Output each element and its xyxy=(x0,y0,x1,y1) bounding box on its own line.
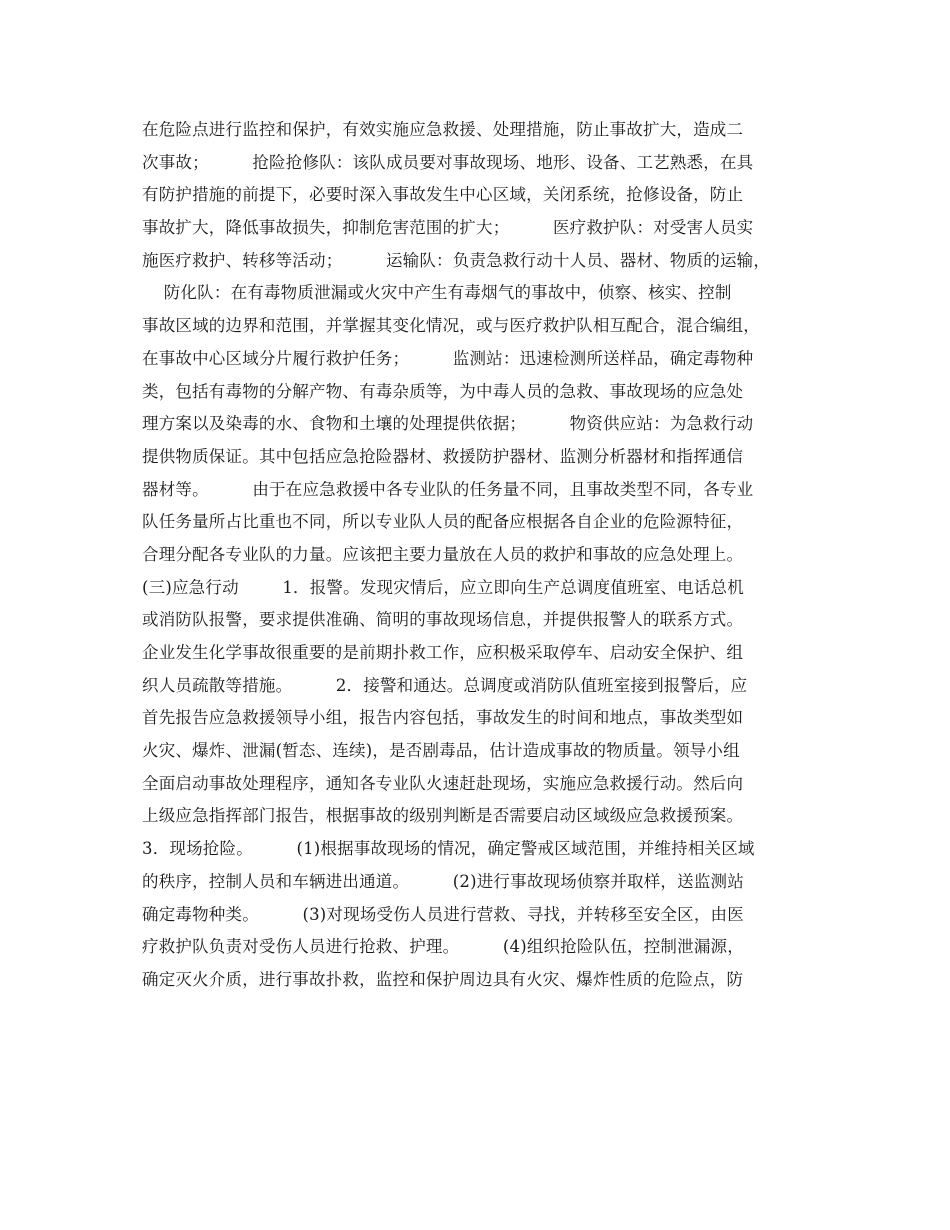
text-line: 次事故； 抢险抢修队：该队成员要对事故现场、地形、设备、工艺熟悉，在具 xyxy=(142,152,754,172)
text-line: 有防护措施的前提下，必要时深入事故发生中心区域，关闭系统，抢修设备，防止 xyxy=(142,185,744,205)
text-line: 全面启动事故处理程序，通知各专业队火速赶赴现场，实施应急救援行动。然后向 xyxy=(142,773,744,793)
text-line: 防化队：在有毒物质泄漏或火灾中产生有毒烟气的事故中，侦察、核实、控制 xyxy=(142,283,732,303)
text-line: 事故区域的边界和范围，并掌握其变化情况，或与医疗救护队相互配合，混合编组， xyxy=(142,316,760,336)
text-line: 首先报告应急救援领导小组，报告内容包括，事故发生的时间和地点，事故类型如 xyxy=(142,708,744,728)
text-line: 提供物质保证。其中包括应急抢险器材、救援防护器材、监测分析器材和指挥通信 xyxy=(142,446,744,466)
text-line: 织人员疏散等措施。 2．接警和通达。总调度或消防队值班室接到报警后，应 xyxy=(142,675,748,695)
text-line: 火灾、爆炸、泄漏(暂态、连续)，是否剧毒品，估计造成事故的物质量。领导小组 xyxy=(142,741,740,761)
text-line: 确定毒物种类。 (3)对现场受伤人员进行营救、寻找，并转移至安全区，由医 xyxy=(142,904,744,924)
text-line: 的秩序，控制人员和车辆进出通道。 (2)进行事故现场侦察并取样，送监测站 xyxy=(142,871,744,891)
text-line: 企业发生化学事故很重要的是前期扑救工作，应积极采取停车、启动安全保护、组 xyxy=(142,643,744,662)
document-body xyxy=(142,114,842,997)
text-line: 类，包括有毒物的分解产物、有毒杂质等，为中毒人员的急救、事故现场的应急处 xyxy=(142,381,744,401)
text-line: 在事故中心区域分片履行救护任务； 监测站：迅速检测所送样品，确定毒物种 xyxy=(142,348,754,368)
text-line: (三)应急行动 1．报警。发现灾情后，应立即向生产总调度值班室、电话总机 xyxy=(142,577,744,597)
text-line: 或消防队报警，要求提供准确、简明的事故现场信息，并提供报警人的联系方式。 xyxy=(142,610,744,630)
text-line: 施医疗救护、转移等活动； 运输队：负责急救行动十人员、器材、物质的运输， xyxy=(142,250,771,270)
text-line: 疗救护队负责对受伤人员进行抢救、护理。 (4)组织抢险队伍，控制泄漏源， xyxy=(142,937,744,957)
text-line: 合理分配各专业队的力量。应该把主要力量放在人员的救护和事故的应急处理上。 xyxy=(142,544,744,564)
text-line: 理方案以及染毒的水、食物和土壤的处理提供依据； 物资供应站：为急救行动 xyxy=(142,414,754,434)
text-line: 上级应急指挥部门报告，根据事故的级别判断是否需要启动区域级应急救援预案。 xyxy=(142,806,744,826)
text-line: 器材等。 由于在应急救援中各专业队的任务量不同，且事故类型不同，各专业 xyxy=(142,479,754,499)
text-line: 事故扩大，降低事故损失，抑制危害范围的扩大； 医疗救护队：对受害人员实 xyxy=(142,218,754,238)
text-line: 确定灭火介质，进行事故扑救，监控和保护周边具有火灾、爆炸性质的危险点，防 xyxy=(142,969,744,989)
text-line: 3．现场抢险。 (1)根据事故现场的情况，确定警戒区域范围，并维持相关区域 xyxy=(142,839,755,859)
text-line: 在危险点进行监控和保护，有效实施应急救援、处理措施，防止事故扩大，造成二 xyxy=(142,120,744,139)
text-line: 队任务量所占比重也不同，所以专业队人员的配备应根据各自企业的危险源特征， xyxy=(142,512,744,532)
